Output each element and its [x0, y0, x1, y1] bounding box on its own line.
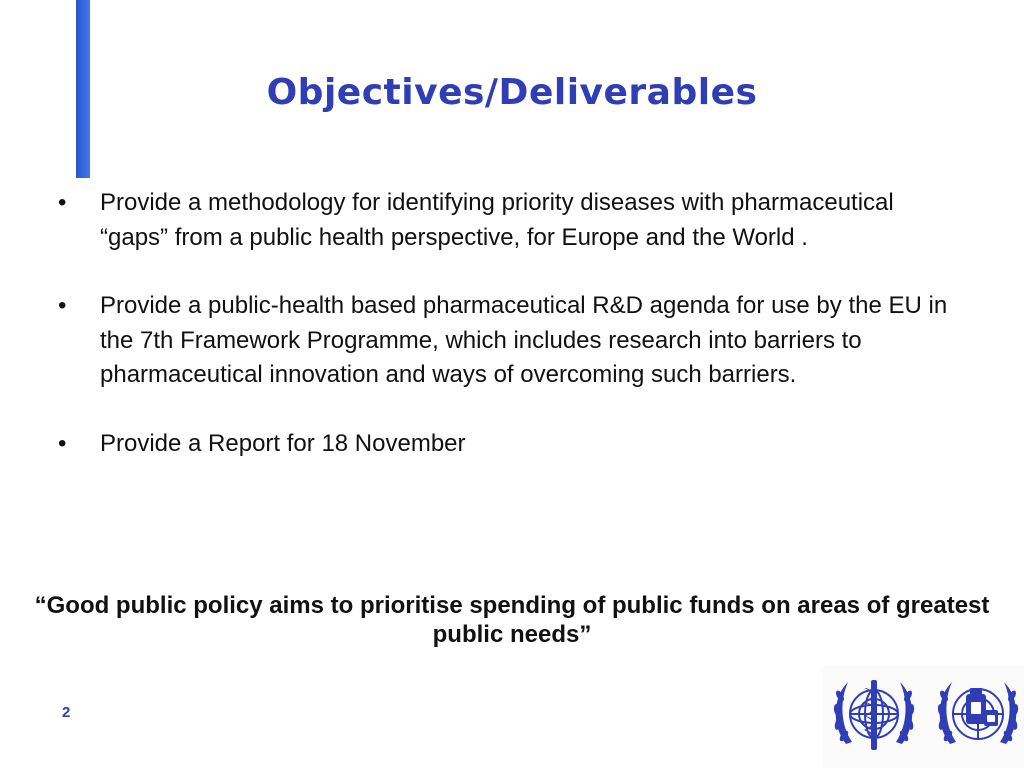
bullet-text: Provide a Report for 18 November [100, 429, 466, 457]
bullet-text: Provide a methodology for identifying priority diseases with pharmaceutical “gaps” from a public health perspective, for Europe and the World . [100, 189, 894, 251]
bullet-list [58, 186, 958, 461]
bullet-item [58, 186, 958, 255]
un-pharma-emblem-icon [930, 666, 1024, 766]
who-emblem-icon [826, 666, 922, 766]
bullet-item [58, 289, 958, 393]
quote-text: “Good public policy aims to prioritise spending of public funds on areas of greatest public needs” [34, 592, 990, 648]
page-number: 2 [62, 704, 71, 721]
bullet-text: Provide a public-health based pharmaceutical R&D agenda for use by the EU in the 7th Framework Programme, which includes research into barriers to pharmaceutical innovation and ways of overcoming such barriers. [100, 292, 948, 388]
bullet-item [58, 427, 958, 462]
logo-area [822, 666, 1024, 768]
slide-title: Objectives/Deliverables [266, 72, 758, 113]
bullet-dot: • [58, 429, 67, 457]
bullet-dot: • [58, 292, 67, 319]
bullet-dot: • [58, 189, 67, 216]
